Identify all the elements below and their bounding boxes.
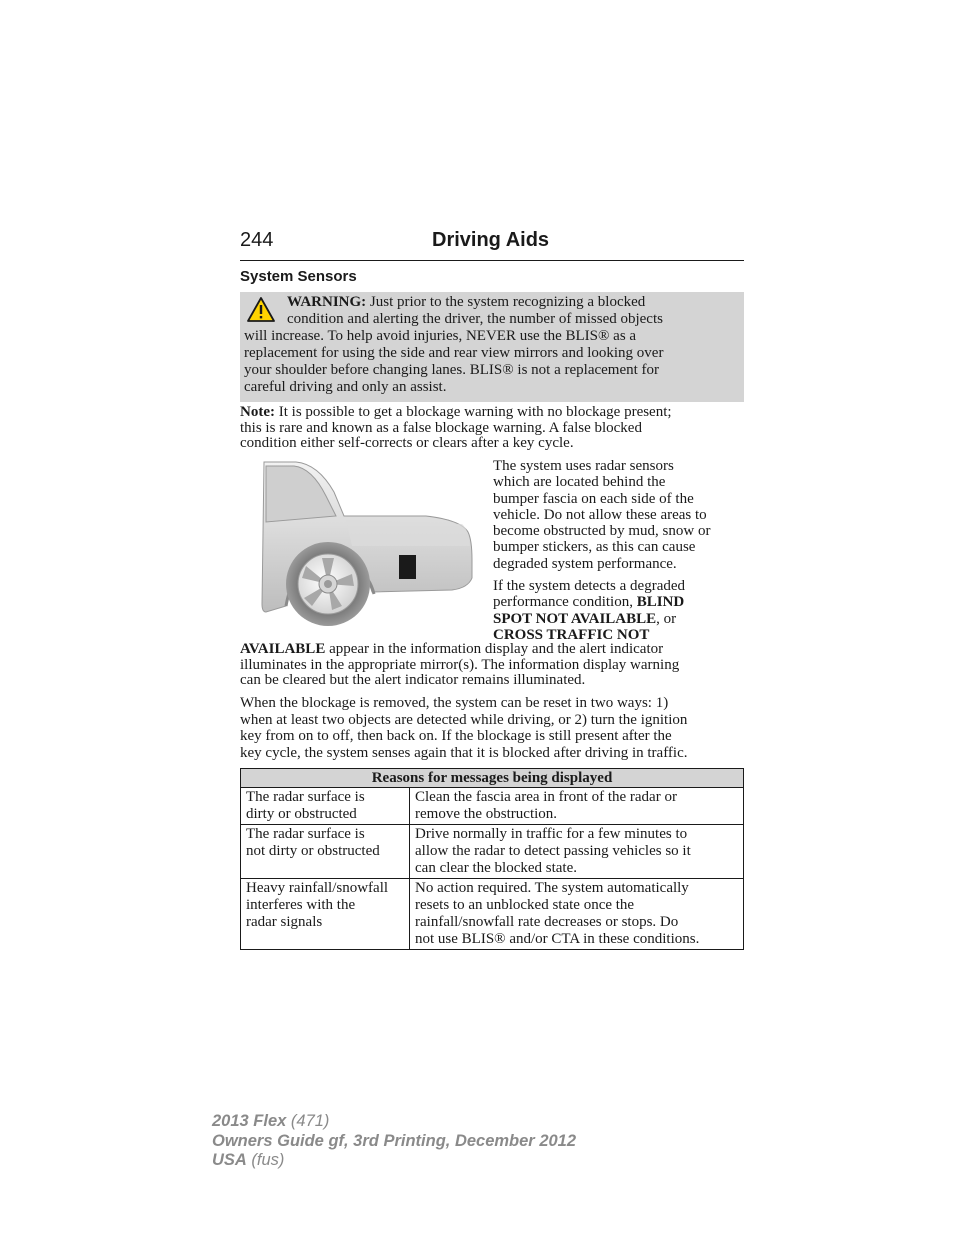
action-cell	[410, 825, 744, 879]
reason-cell	[241, 825, 410, 879]
vehicle-rear-bumper-sensor-illustration	[256, 460, 476, 628]
body-line: When the blockage is removed, the system can be reset in two ways: 1)	[240, 695, 669, 711]
side-line: bumper fascia on each side of the	[493, 490, 694, 507]
sensor-location-paragraph	[493, 458, 745, 572]
warning-text	[244, 294, 734, 396]
action-cell	[410, 879, 744, 950]
page-number: 244	[240, 229, 274, 251]
footer-model-code: (471)	[286, 1112, 330, 1130]
warning-line: will increase. To help avoid injuries, NEVER use the BLIS® as a	[244, 328, 637, 344]
note-line: this is rare and known as a false blockage warning. A false blocked	[240, 419, 642, 436]
cell-line: The radar surface is	[246, 826, 365, 842]
reset-paragraph	[240, 695, 744, 761]
cell-line: Heavy rainfall/snowfall	[246, 880, 389, 896]
cell-line: Clean the fascia area in front of the radar or	[415, 789, 677, 805]
cell-line: remove the obstruction.	[415, 806, 558, 822]
message-text: SPOT NOT AVAILABLE	[493, 610, 657, 627]
cell-line: resets to an unblocked state once the	[415, 897, 635, 913]
side-line: performance condition,	[493, 594, 637, 611]
body-line: can be cleared but the alert indicator remains illuminated.	[240, 672, 586, 688]
note-line: condition either self-corrects or clears after a key cycle.	[240, 435, 574, 451]
warning-line: careful driving and only an assist.	[244, 379, 447, 395]
footer-market-code: (fus)	[246, 1151, 285, 1169]
message-text: CROSS TRAFFIC NOT	[493, 626, 650, 643]
side-line: become obstructed by mud, snow or	[493, 523, 711, 540]
section-heading: System Sensors	[240, 268, 357, 285]
message-text: BLIND	[636, 594, 685, 611]
body-line: key cycle, the system senses again that it is blocked after driving in traffic.	[240, 744, 688, 761]
table-row	[241, 825, 744, 879]
body-line: when at least two objects are detected while driving, or 2) turn the ignition	[240, 711, 688, 728]
reasons-table	[240, 768, 744, 950]
footer-guide: Owners Guide gf, 3rd Printing, December 2012	[212, 1131, 577, 1150]
footer-model: 2013 Flex	[212, 1112, 287, 1130]
cell-line: not use BLIS® and/or CTA in these conditions.	[415, 931, 700, 947]
side-line: If the system detects a degraded	[493, 578, 686, 595]
chapter-title: Driving Aids	[432, 229, 550, 251]
cell-line: can clear the blocked state.	[415, 860, 577, 876]
side-line: The system uses radar sensors	[493, 458, 674, 474]
warning-label: WARNING:	[287, 294, 367, 310]
body-line: appear in the information display and the alert indicator	[325, 641, 664, 657]
cell-line: The radar surface is	[246, 789, 365, 805]
table-header-row	[241, 769, 744, 788]
warning-line: condition and alerting the driver, the number of missed objects	[287, 311, 663, 327]
side-line: which are located behind the	[493, 474, 666, 491]
body-line: illuminates in the appropriate mirror(s). The information display warning	[240, 656, 680, 673]
cell-line: not dirty or obstructed	[246, 843, 380, 859]
body-line: key from on to off, then back on. If the blockage is still present after the	[240, 728, 672, 744]
table-row	[241, 879, 744, 950]
page-header	[240, 228, 744, 261]
cell-line: radar signals	[246, 914, 323, 930]
note-line: It is possible to get a blockage warning with no blockage present;	[274, 404, 672, 420]
note-label: Note:	[240, 404, 275, 420]
cell-line: No action required. The system automatically	[415, 880, 689, 896]
warning-line: replacement for using the side and rear view mirrors and looking over	[244, 345, 664, 361]
message-text: AVAILABLE	[240, 641, 326, 657]
side-line: bumper stickers, as this can cause	[493, 539, 696, 556]
footer-market: USA	[212, 1151, 247, 1169]
table-row	[241, 788, 744, 825]
degraded-condition-paragraph	[493, 578, 745, 643]
warning-line: your shoulder before changing lanes. BLIS® is not a replacement for	[244, 362, 660, 378]
side-line: degraded system performance.	[493, 555, 677, 572]
cell-line: rainfall/snowfall rate decreases or stops. Do	[415, 914, 679, 930]
cell-line: Drive normally in traffic for a few minutes to	[415, 826, 688, 842]
table-header: Reasons for messages being displayed	[241, 769, 744, 788]
action-cell	[410, 788, 744, 825]
side-line: , or	[656, 610, 677, 627]
warning-line: Just prior to the system recognizing a blocked	[366, 294, 646, 310]
reason-cell	[241, 788, 410, 825]
page-footer	[212, 1112, 576, 1171]
cell-line: dirty or obstructed	[246, 806, 357, 822]
reason-cell	[241, 879, 410, 950]
side-line: vehicle. Do not allow these areas to	[493, 506, 707, 523]
cell-line: allow the radar to detect passing vehicles so it	[415, 843, 691, 859]
continuation-paragraph	[240, 642, 744, 689]
side-text	[493, 458, 745, 643]
note-paragraph	[240, 405, 744, 452]
cell-line: interferes with the	[246, 897, 356, 913]
warning-box	[240, 292, 744, 402]
